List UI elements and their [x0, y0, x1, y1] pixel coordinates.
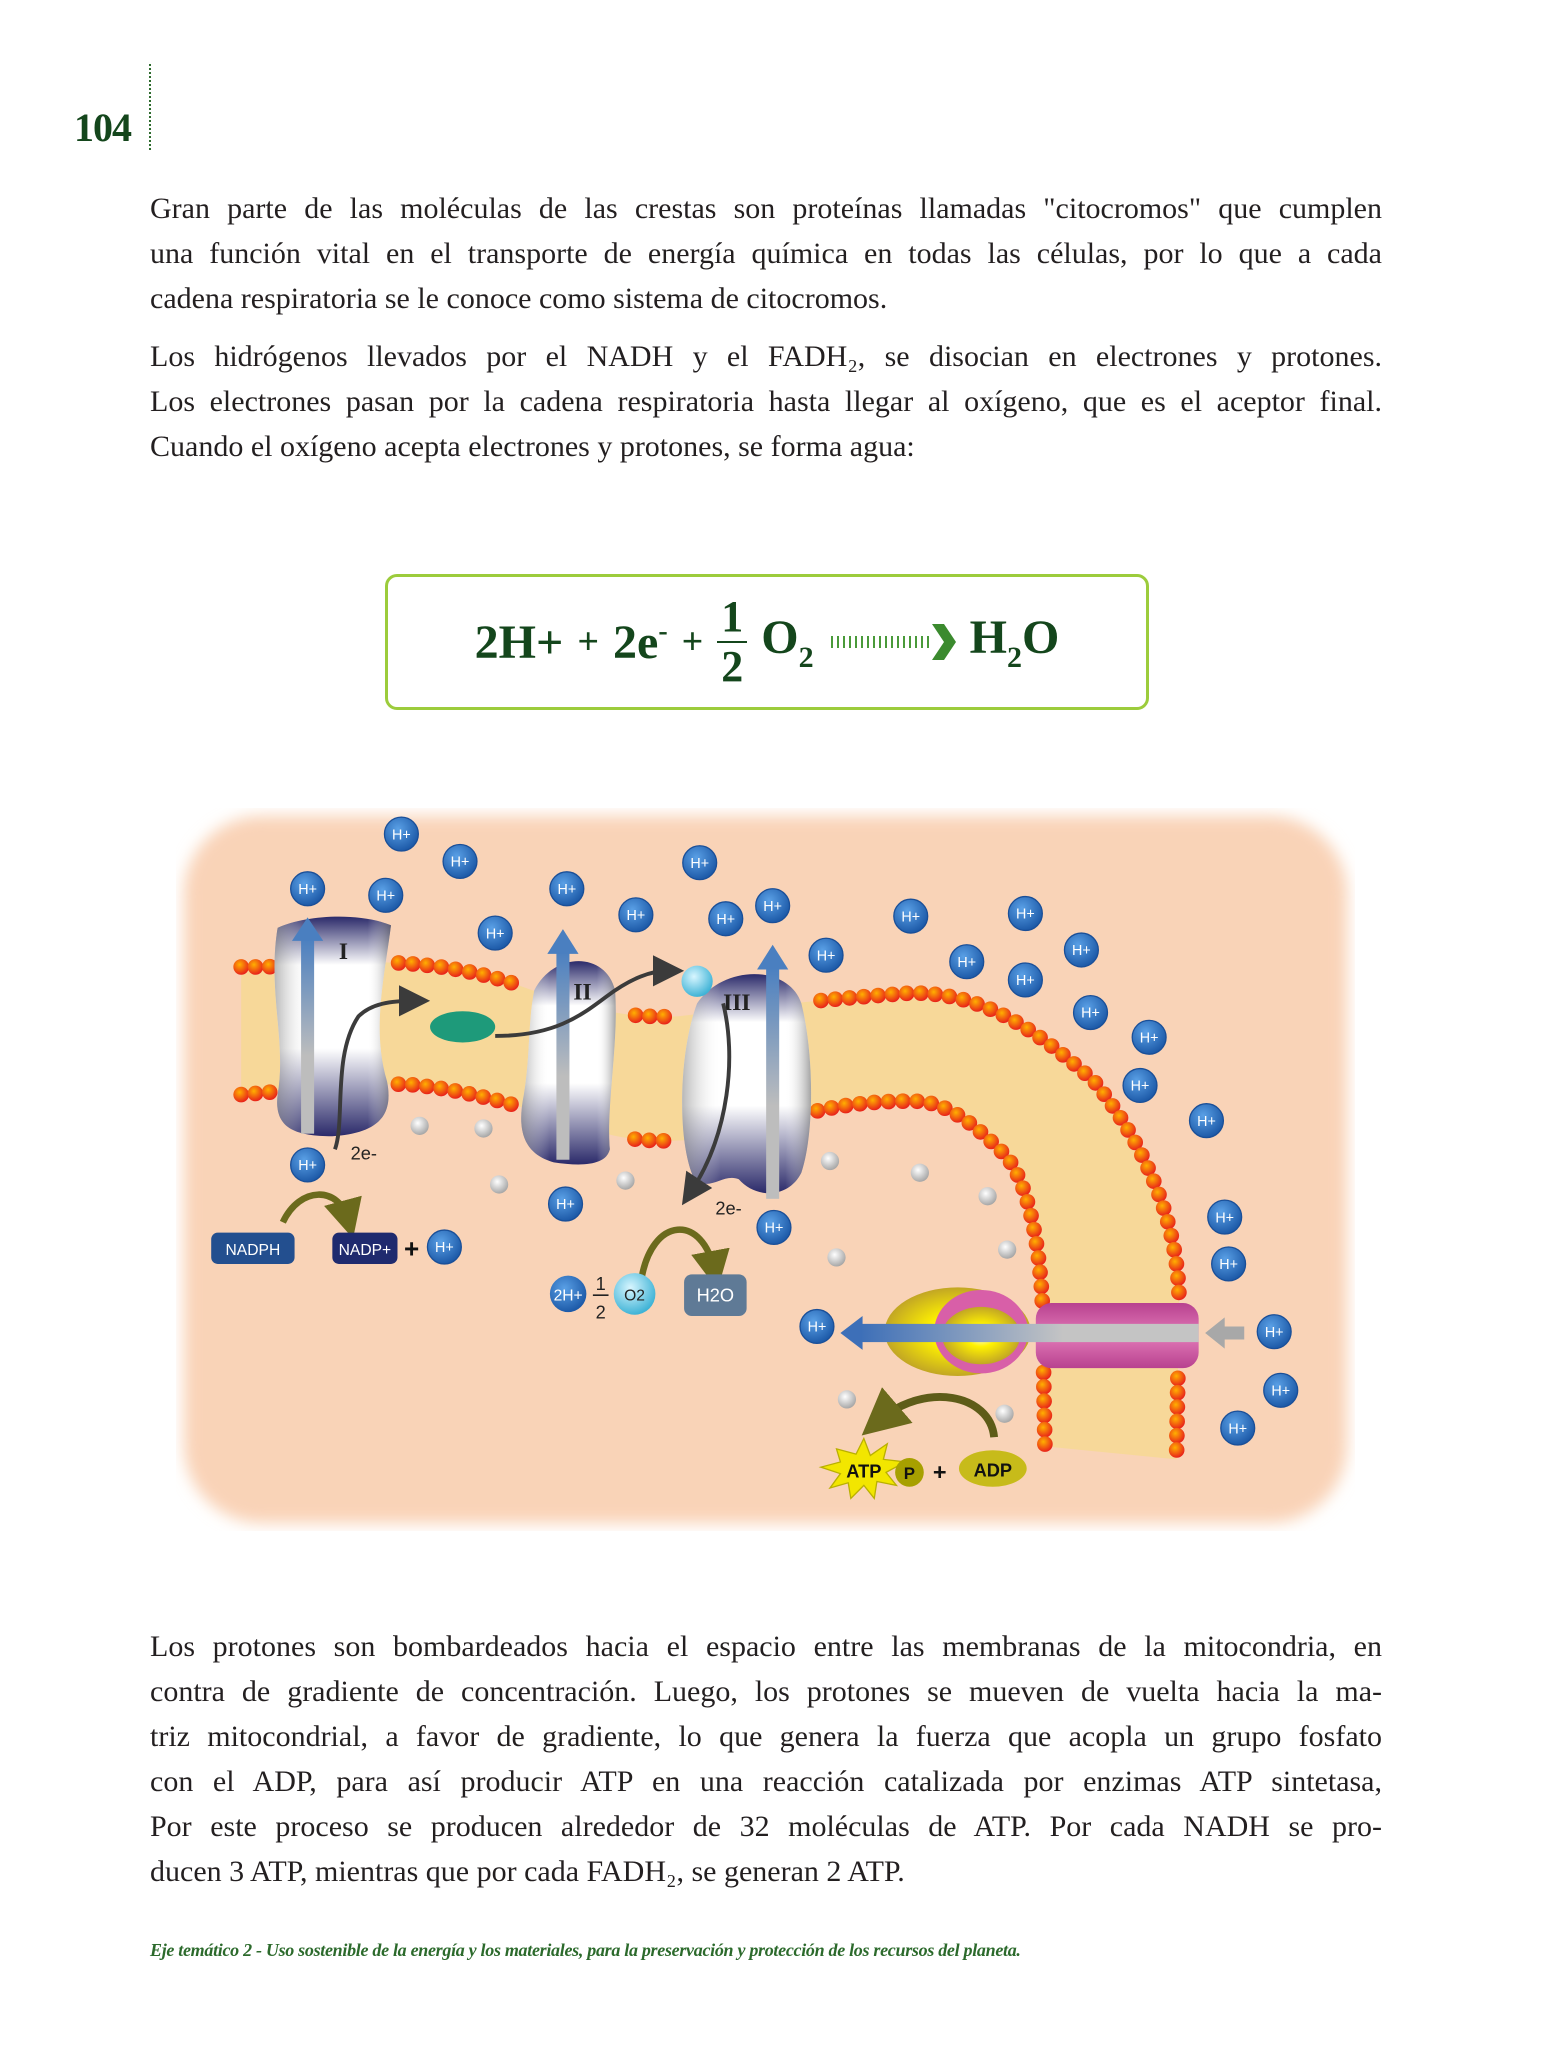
gray-particle [411, 1117, 429, 1135]
gray-particle [827, 1248, 845, 1266]
lipid-head [1037, 1408, 1053, 1424]
eq-water [970, 610, 1060, 675]
eq-electrons-charge: - [658, 615, 668, 647]
lipid-head [1151, 1187, 1167, 1203]
proton-label: H+ [1130, 1078, 1150, 1095]
proton-label: H+ [764, 1220, 784, 1237]
eq-plus: + [577, 621, 599, 663]
lipid-head [1015, 1180, 1031, 1196]
eq-water-h: H [969, 610, 1007, 664]
lipid-head [405, 956, 421, 972]
lipid-head [824, 1100, 840, 1116]
eq-water-o: O [1021, 610, 1060, 664]
nadp-label: NADP+ [338, 1241, 392, 1259]
lipid-head [1037, 1436, 1053, 1452]
lipid-head [969, 996, 985, 1012]
nadph-label: NADPH [225, 1241, 281, 1259]
lipid-head [1169, 1414, 1185, 1430]
eq-oxygen-sub: 2 [798, 640, 814, 674]
lipid-head [1163, 1228, 1179, 1244]
lipid-head [233, 1087, 249, 1103]
lipid-head [503, 1096, 519, 1112]
lipid-head [433, 1081, 449, 1097]
proton-ball [709, 902, 743, 936]
lipid-head [1036, 1379, 1052, 1395]
paragraph-hidrogenos [150, 334, 1382, 469]
lipid-head [813, 993, 829, 1009]
lipid-head [866, 1095, 882, 1111]
gray-particle [490, 1175, 508, 1193]
lipid-head [656, 1133, 672, 1149]
lipid-head [248, 959, 264, 975]
lipid-head [628, 1007, 644, 1023]
proton-label: H+ [1215, 1210, 1235, 1227]
proton-ball [1190, 1104, 1224, 1138]
lipid-head [895, 1093, 911, 1109]
water-label: H2O [696, 1284, 735, 1306]
proton-label: H+ [1219, 1257, 1238, 1274]
lipid-head [419, 1079, 435, 1095]
lipid-head [1036, 1393, 1052, 1409]
proton-ball [291, 1148, 325, 1182]
ubiquinone-carrier [430, 1011, 495, 1042]
proton-label: H+ [556, 1197, 575, 1214]
lipid-head [956, 992, 972, 1008]
proton-label: H+ [957, 954, 977, 971]
proton-label: H+ [1197, 1113, 1216, 1130]
lipid-head [1166, 1242, 1182, 1258]
lipid-head [462, 964, 478, 980]
proton-ball [1008, 963, 1042, 997]
text-line: Los hidrógenos llevados por el NADH y el FADH₂, se disocian en electrones y protones. [150, 340, 1382, 373]
proton-label: H+ [298, 881, 317, 898]
proton-ball [1008, 897, 1042, 931]
proton-label: H+ [716, 911, 736, 928]
lipid-head [405, 1077, 421, 1093]
proton-label: H+ [557, 881, 577, 898]
text-line: una función vital en el transporte de energía química en todas las células, por lo que a cada [150, 237, 1382, 270]
proton-ball [369, 878, 403, 912]
lipid-head [923, 1096, 939, 1112]
phosphate-label: P [903, 1463, 916, 1483]
lipid-head [447, 1083, 463, 1099]
lipid-head [899, 986, 915, 1002]
proton-ball [1257, 1315, 1291, 1349]
gray-particle [995, 1405, 1013, 1423]
proton-ball [809, 938, 843, 972]
lipid-head [1170, 1371, 1186, 1387]
proton-ball [619, 898, 653, 932]
lipid-head [870, 988, 886, 1004]
lipid-head [913, 985, 929, 1001]
half-den: 2 [595, 1301, 606, 1323]
text-line: Los protones son bombardeados hacia el espacio entre las membranas de la mitocondria, en [150, 1630, 1382, 1663]
lipid-head [827, 991, 843, 1007]
frac-den: 2 [721, 642, 744, 691]
lipid-head [1023, 1208, 1039, 1224]
lipid-head [476, 967, 492, 983]
plus-sign: + [932, 1459, 947, 1486]
page-number: 104 [74, 105, 131, 150]
proton-ball [1208, 1200, 1242, 1234]
text-line: triz mitocondrial, a favor de gradiente, lo que genera la fuerza que acopla un grupo fosfato [150, 1720, 1382, 1753]
lipid-head [489, 1093, 505, 1109]
eq-fraction [717, 592, 747, 691]
proton-ball [1064, 933, 1098, 967]
lipid-head [503, 975, 519, 991]
proton-ball [1132, 1020, 1166, 1054]
gray-particle [474, 1119, 492, 1137]
lipid-head [927, 986, 943, 1002]
proton-ball [384, 817, 418, 851]
text-line: ducen 3 ATP, mientras que por cada FADH₂, se generan 2 ATP. [150, 1855, 905, 1888]
lipid-head [842, 990, 858, 1006]
proton-ball [950, 945, 984, 979]
electrons-label-1: 2e- [350, 1142, 377, 1164]
gray-particle [998, 1240, 1016, 1258]
eq-term-protons: 2H+ [474, 615, 564, 669]
lipid-head [810, 1103, 826, 1119]
equation-box [385, 574, 1149, 710]
lipid-head [909, 1093, 925, 1109]
lipid-head [656, 1009, 672, 1025]
margin-divider [149, 64, 151, 150]
lipid-head [885, 987, 901, 1003]
lipid-head [852, 1096, 868, 1112]
lipid-head [1169, 1428, 1185, 1444]
lipid-head [856, 989, 872, 1005]
proton-label: H+ [1228, 1421, 1248, 1438]
lipid-head [448, 961, 464, 977]
text-line: Los electrones pasan por la cadena respiratoria hasta llegar al oxígeno, que es el aceptor final. [150, 385, 1382, 418]
lipid-head [1170, 1385, 1186, 1401]
lipid-head [475, 1089, 491, 1105]
proton-label: H+ [690, 855, 710, 872]
lipid-head [1156, 1200, 1172, 1216]
text-line: contra de gradiente de concentración. Luego, los protones se mueven de vuelta hacia la ma- [150, 1675, 1382, 1708]
text-line: Cuando el oxígeno acepta electrones y protones, se forma agua: [150, 430, 915, 463]
lipid-head [248, 1086, 264, 1102]
proton-label: H+ [1016, 906, 1035, 923]
proton-label: H+ [816, 948, 836, 965]
eq-water-sub: 2 [1006, 640, 1022, 674]
proton-ball [549, 1187, 583, 1221]
lipid-head [881, 1094, 897, 1110]
lipid-head [391, 955, 407, 971]
proton-ball [800, 1310, 834, 1344]
proton-ball [443, 844, 477, 878]
proton-ball [550, 872, 584, 906]
proton-label: H+ [1072, 943, 1091, 960]
paragraph-protones [150, 1624, 1382, 1894]
proton-ball [1074, 996, 1108, 1030]
proton-ball [894, 899, 928, 933]
lipid-head [1029, 1236, 1045, 1252]
gray-particle [978, 1187, 996, 1205]
text-line: cadena respiratoria se le conoce como sistema de citocromos. [150, 282, 888, 315]
lipid-head [838, 1098, 854, 1114]
proton-label: H+ [763, 898, 783, 915]
proton-ball [427, 1230, 461, 1264]
lipid-head [627, 1131, 643, 1147]
reaction-arrow-icon [828, 622, 956, 662]
lipid-head [461, 1086, 477, 1102]
proton-ball [291, 872, 325, 906]
lipid-head [262, 1084, 278, 1100]
gray-particle [616, 1171, 634, 1189]
proton-label: H+ [1139, 1030, 1159, 1047]
lipid-head [1032, 1264, 1048, 1280]
gray-particle [911, 1164, 929, 1182]
proton-label: H+ [626, 908, 646, 925]
lipid-head [1026, 1222, 1042, 1238]
complex-label-i: I [338, 939, 348, 966]
proton-ball [1264, 1373, 1298, 1407]
lipid-head [942, 989, 958, 1005]
lipid-head [1037, 1422, 1053, 1438]
atp-label: ATP [846, 1460, 882, 1482]
lipid-head [490, 971, 506, 987]
proton-label: H+ [807, 1319, 827, 1336]
lipid-head [419, 957, 435, 973]
proton-ball [478, 916, 512, 950]
eq-oxygen [761, 610, 813, 675]
lipid-head [642, 1009, 658, 1025]
lipid-head [1170, 1270, 1186, 1286]
proton-label: H+ [1264, 1324, 1284, 1341]
proton-label: H+ [298, 1158, 317, 1175]
cytochrome-c-carrier [681, 966, 712, 997]
proton-label: H+ [1081, 1005, 1100, 1022]
half-num: 1 [595, 1273, 606, 1294]
complex-label-ii: II [573, 979, 592, 1006]
lipid-head [1160, 1214, 1176, 1230]
plus-sign: + [404, 1233, 420, 1264]
text-line: Por este proceso se producen alrededor de 32 moléculas de ATP. Por cada NADH se pro- [150, 1810, 1382, 1843]
proton-ball [683, 846, 717, 880]
lipid-head [1146, 1173, 1162, 1189]
lipid-head [1033, 1279, 1049, 1295]
gray-particle [821, 1152, 839, 1170]
paragraph-citocromos [150, 186, 1382, 321]
proton-label: H+ [1016, 973, 1035, 990]
proton-label: H+ [1271, 1383, 1291, 1400]
proton-ball [1221, 1411, 1255, 1445]
lipid-head [1169, 1442, 1185, 1458]
electron-transport-chain-diagram [176, 808, 1355, 1531]
proton-ball [756, 889, 790, 923]
text-line: Gran parte de las moléculas de las crestas son proteínas llamadas "citocromos" que cumplen [150, 192, 1382, 225]
proton-label: H+ [450, 854, 470, 871]
oxygen-label: O2 [624, 1287, 646, 1305]
footer-text: Eje temático 2 - Uso sostenible de la energía y los materiales, para la preservación y protección de los recursos del planeta. [150, 1940, 1021, 1960]
lipid-head [434, 959, 450, 975]
lipid-head [1171, 1285, 1187, 1301]
gray-particle [838, 1390, 856, 1408]
eq-plus: + [681, 621, 704, 663]
complex-i [274, 917, 390, 1137]
complex-label-iii: III [723, 989, 751, 1016]
proton-label: H+ [392, 827, 411, 844]
lipid-head [233, 959, 249, 975]
proton-label: H+ [901, 909, 921, 926]
lipid-head [641, 1133, 657, 1149]
proton-ball [1123, 1069, 1157, 1103]
lipid-head [391, 1076, 407, 1092]
text-line: con el ADP, para así producir ATP en una reacción catalizada por enzimas ATP sintetasa, [150, 1765, 1382, 1798]
adp-label: ADP [973, 1459, 1013, 1481]
proton-label: H+ [435, 1240, 454, 1257]
water-formation-equation [388, 577, 1146, 707]
eq-term-electrons [613, 615, 668, 670]
lipid-head [1031, 1250, 1047, 1266]
proton-ball [757, 1211, 791, 1245]
lipid-head [1170, 1399, 1186, 1415]
eq-electrons-text: 2e [613, 615, 659, 669]
electrons-label-2: 2e- [715, 1197, 742, 1219]
proton-ball [1212, 1247, 1246, 1281]
lipid-head [1169, 1256, 1185, 1272]
proton-label: H+ [376, 888, 396, 905]
eq-oxygen-symbol: O [761, 610, 799, 664]
proton-label: H+ [485, 926, 505, 943]
two-protons-label: 2H+ [553, 1287, 583, 1305]
lipid-head [1020, 1194, 1036, 1210]
frac-num: 1 [721, 592, 744, 641]
